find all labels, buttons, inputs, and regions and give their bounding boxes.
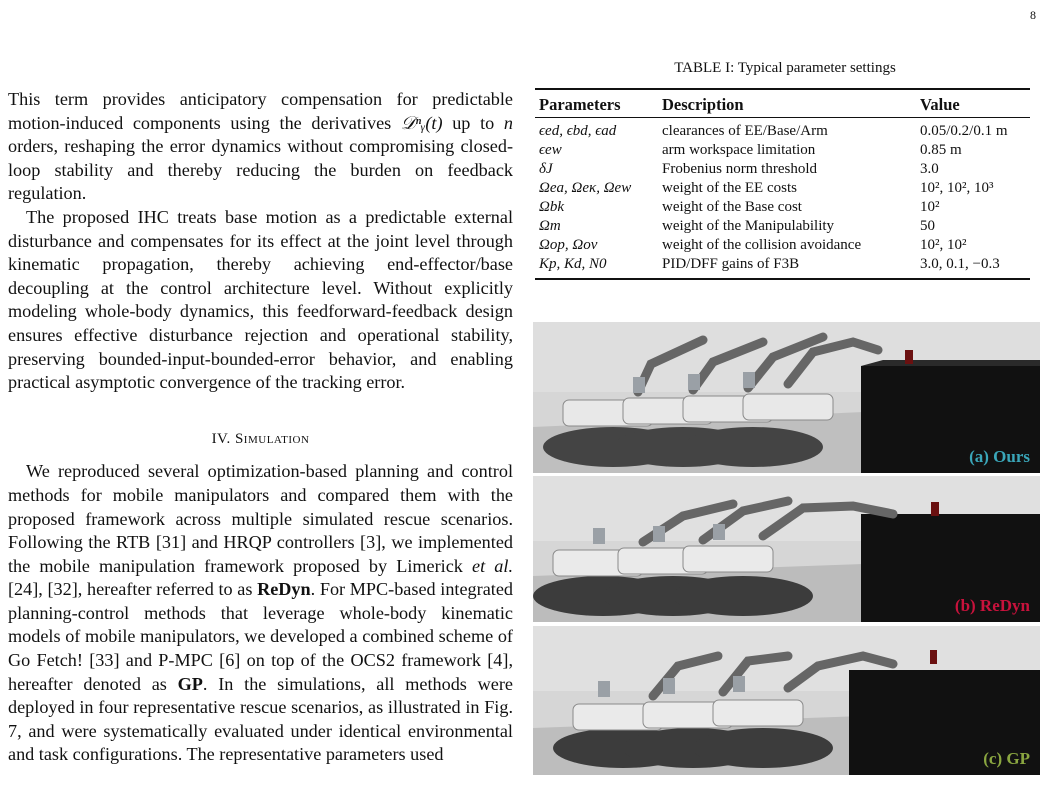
param-cell: Ωm <box>539 218 561 234</box>
desc-cell: weight of the collision avoidance <box>662 237 862 253</box>
value-cell: 3.0, 0.1, −0.3 <box>916 255 1030 279</box>
table-row <box>535 160 1030 179</box>
desc-cell: Frobenius norm threshold <box>662 161 817 177</box>
table-row <box>535 217 1030 236</box>
left-column <box>8 88 513 767</box>
table-row <box>535 198 1030 217</box>
parameter-table <box>535 88 1030 280</box>
value-cell: 0.85 m <box>920 142 962 158</box>
desc-cell: weight of the Base cost <box>662 199 802 215</box>
desc-cell: clearances of EE/Base/Arm <box>662 123 828 139</box>
param-cell: δJ <box>539 161 553 177</box>
table-row <box>535 179 1030 198</box>
paragraph-3: We reproduced several optimization-based planning and control methods for mobile manipulators and compared them with the proposed framework across multiple simulated rescue scenarios. Following the RTB [31] and HRQP controllers [3], we implemented the mobile manipulation framework proposed by Limerick et al. [24], [32], hereafter referred to as ReDyn. For MPC-based integrated planning-control methods that leverage whole-body kinematic models of mobile manipulators, we developed a combined scheme of Go Fetch! [33] and P-MPC [6] on top of the OCS2 framework [4], hereafter denoted as GP. In the simulations, all methods were deployed in four representative rescue scenarios, as illustrated in Fig. 7, and were systematically evaluated under identical environmental and task configurations. The representative parameters used <box>8 461 513 765</box>
table-row <box>535 255 1030 279</box>
figure-panel-gp <box>533 626 1040 775</box>
param-cell: Ωea, Ωeκ, Ωew <box>539 180 632 196</box>
header-parameters: Parameters <box>535 89 658 118</box>
value-cell: 50 <box>920 218 935 234</box>
panel-label-ours: (a) Ours <box>969 447 1030 466</box>
simulation-image-gp <box>533 626 1040 775</box>
derivative-symbol: 𝒟ⁿᵧ(t) <box>400 112 443 133</box>
value-cell: 0.05/0.2/0.1 m <box>920 123 1008 139</box>
figure-panel-redyn <box>533 476 1040 622</box>
desc-cell: weight of the Manipulability <box>662 218 835 234</box>
figure-panel-ours <box>533 322 1040 473</box>
redyn-term: ReDyn <box>257 579 311 600</box>
panel-label-redyn: (b) ReDyn <box>954 596 1030 615</box>
value-cell: 10², 10² <box>920 237 967 253</box>
header-value: Value <box>916 89 1030 118</box>
paragraph-2: The proposed IHC treats base motion as a predictable external disturbance and compensates for its effect at the joint level through kinematic propagation, thereby achieving end-effector/base decoupling at the control architecture level. Without explicitly modeling whole-body dynamics, this feedforward-feedback design ensures effective disturbance rejection and operational stability, preserving bounded-input-bounded-error behavior, and enabling practical asymptotic convergence of the tracking error. <box>8 206 513 393</box>
page-number: 8 <box>1030 8 1036 22</box>
param-cell: Ωbk <box>539 199 565 215</box>
header-description: Description <box>658 89 916 118</box>
simulation-image-ours <box>533 322 1040 473</box>
desc-cell: PID/DFF gains of F3B <box>658 255 916 279</box>
value-cell: 3.0 <box>920 161 939 177</box>
gp-term: GP <box>177 673 203 694</box>
table-header-row <box>535 89 1030 118</box>
param-cell: ϵed, ϵbd, ϵad <box>539 123 617 139</box>
desc-cell: weight of the EE costs <box>662 180 797 196</box>
desc-cell: arm workspace limitation <box>662 142 816 158</box>
section-heading: IV. Simulation <box>211 430 310 447</box>
paragraph-1: This term provides anticipatory compensation for predictable motion-induced components using the derivatives 𝒟ⁿᵧ(t) up to n orders, reshaping the error dynamics without compromising closed-loop stability and thereby reducing the burden on feedback regulation. <box>8 89 513 204</box>
table-row <box>535 236 1030 255</box>
table-row <box>535 141 1030 160</box>
param-cell: Kp, Kd, N0 <box>535 255 658 279</box>
value-cell: 10² <box>920 199 940 215</box>
param-cell: ϵew <box>539 142 562 158</box>
table-caption: TABLE I: Typical parameter settings <box>674 60 896 76</box>
param-cell: Ωop, Ωov <box>539 237 598 253</box>
table-row <box>535 118 1030 142</box>
value-cell: 10², 10², 10³ <box>920 180 994 196</box>
panel-label-gp: (c) GP <box>983 749 1030 768</box>
